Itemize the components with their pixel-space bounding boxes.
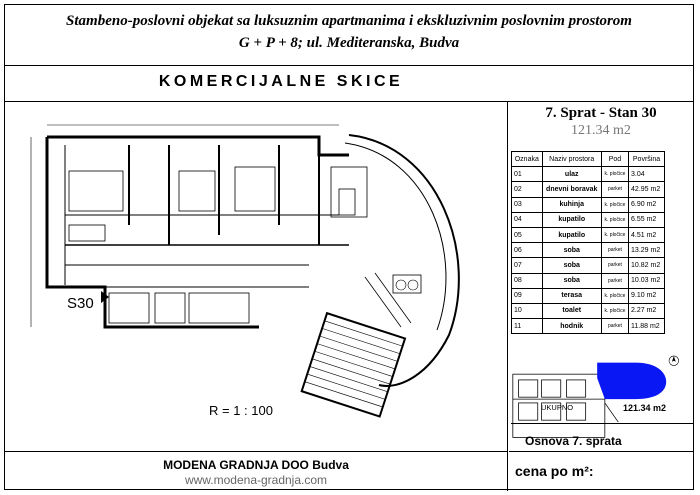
table-row: 07 soba parket 10.82 m2 bbox=[512, 258, 665, 273]
table-row: 11 hodnik parket 11.88 m2 bbox=[512, 319, 665, 334]
table-row: 08 soba parket 10.03 m2 bbox=[512, 273, 665, 288]
table-row: 10 toalet k. pločice 2.27 m2 bbox=[512, 303, 665, 318]
drawing-sheet bbox=[4, 4, 694, 490]
total-area: 121.34 m2 bbox=[571, 123, 631, 138]
total-label: UKUPNO bbox=[541, 403, 574, 412]
total-value: 121.34 m2 bbox=[622, 403, 666, 413]
project-title: Stambeno-poslovni objekat sa luksuznim apartmanima i ekskluzivnim poslovnim prostorom bbox=[66, 13, 632, 29]
highlighted-unit bbox=[597, 363, 666, 399]
table-row: 09 terasa k. pločice 9.10 m2 bbox=[512, 288, 665, 303]
company-name: MODENA GRADNJA DOO Budva bbox=[163, 458, 349, 472]
project-subtitle: G + P + 8; ul. Mediteranska, Budva bbox=[238, 35, 460, 51]
section-title: KOMERCIJALNE SKICE bbox=[158, 73, 404, 90]
floor-plan-title: Osnova 7. sprata bbox=[525, 434, 622, 448]
unit-label: S30 bbox=[67, 295, 94, 312]
footer bbox=[5, 451, 507, 492]
col-naziv: Naziv prostora bbox=[542, 152, 601, 167]
floor-unit-title: 7. Sprat - Stan 30 bbox=[545, 105, 657, 121]
table-row: 05 kupatilo k. pločice 4.51 m2 bbox=[512, 227, 665, 242]
divider bbox=[509, 451, 693, 452]
table-row: 03 kuhinja k. pločice 6.90 m2 bbox=[512, 197, 665, 212]
company-website[interactable]: www.modena-gradnja.com bbox=[184, 473, 328, 487]
price-label: cena po m²: bbox=[515, 463, 594, 479]
floor-plan bbox=[9, 105, 505, 445]
table-row: 04 kupatilo k. pločice 6.55 m2 bbox=[512, 212, 665, 227]
divider bbox=[507, 101, 508, 491]
scale-label: R = 1 : 100 bbox=[209, 403, 273, 418]
col-povrsina: Površina bbox=[629, 152, 665, 167]
floor-key-plan bbox=[509, 355, 693, 447]
table-row: 06 soba parket 13.29 m2 bbox=[512, 243, 665, 258]
header bbox=[5, 5, 693, 66]
room-table bbox=[511, 151, 665, 334]
compass-icon bbox=[669, 356, 679, 366]
section-band bbox=[5, 65, 693, 102]
table-row: 02 dnevni boravak parket 42.95 m2 bbox=[512, 182, 665, 197]
col-oznaka: Oznaka bbox=[512, 152, 543, 167]
col-pod: Pod bbox=[601, 152, 628, 167]
table-row: 01 ulaz k. pločice 3.04 bbox=[512, 167, 665, 182]
